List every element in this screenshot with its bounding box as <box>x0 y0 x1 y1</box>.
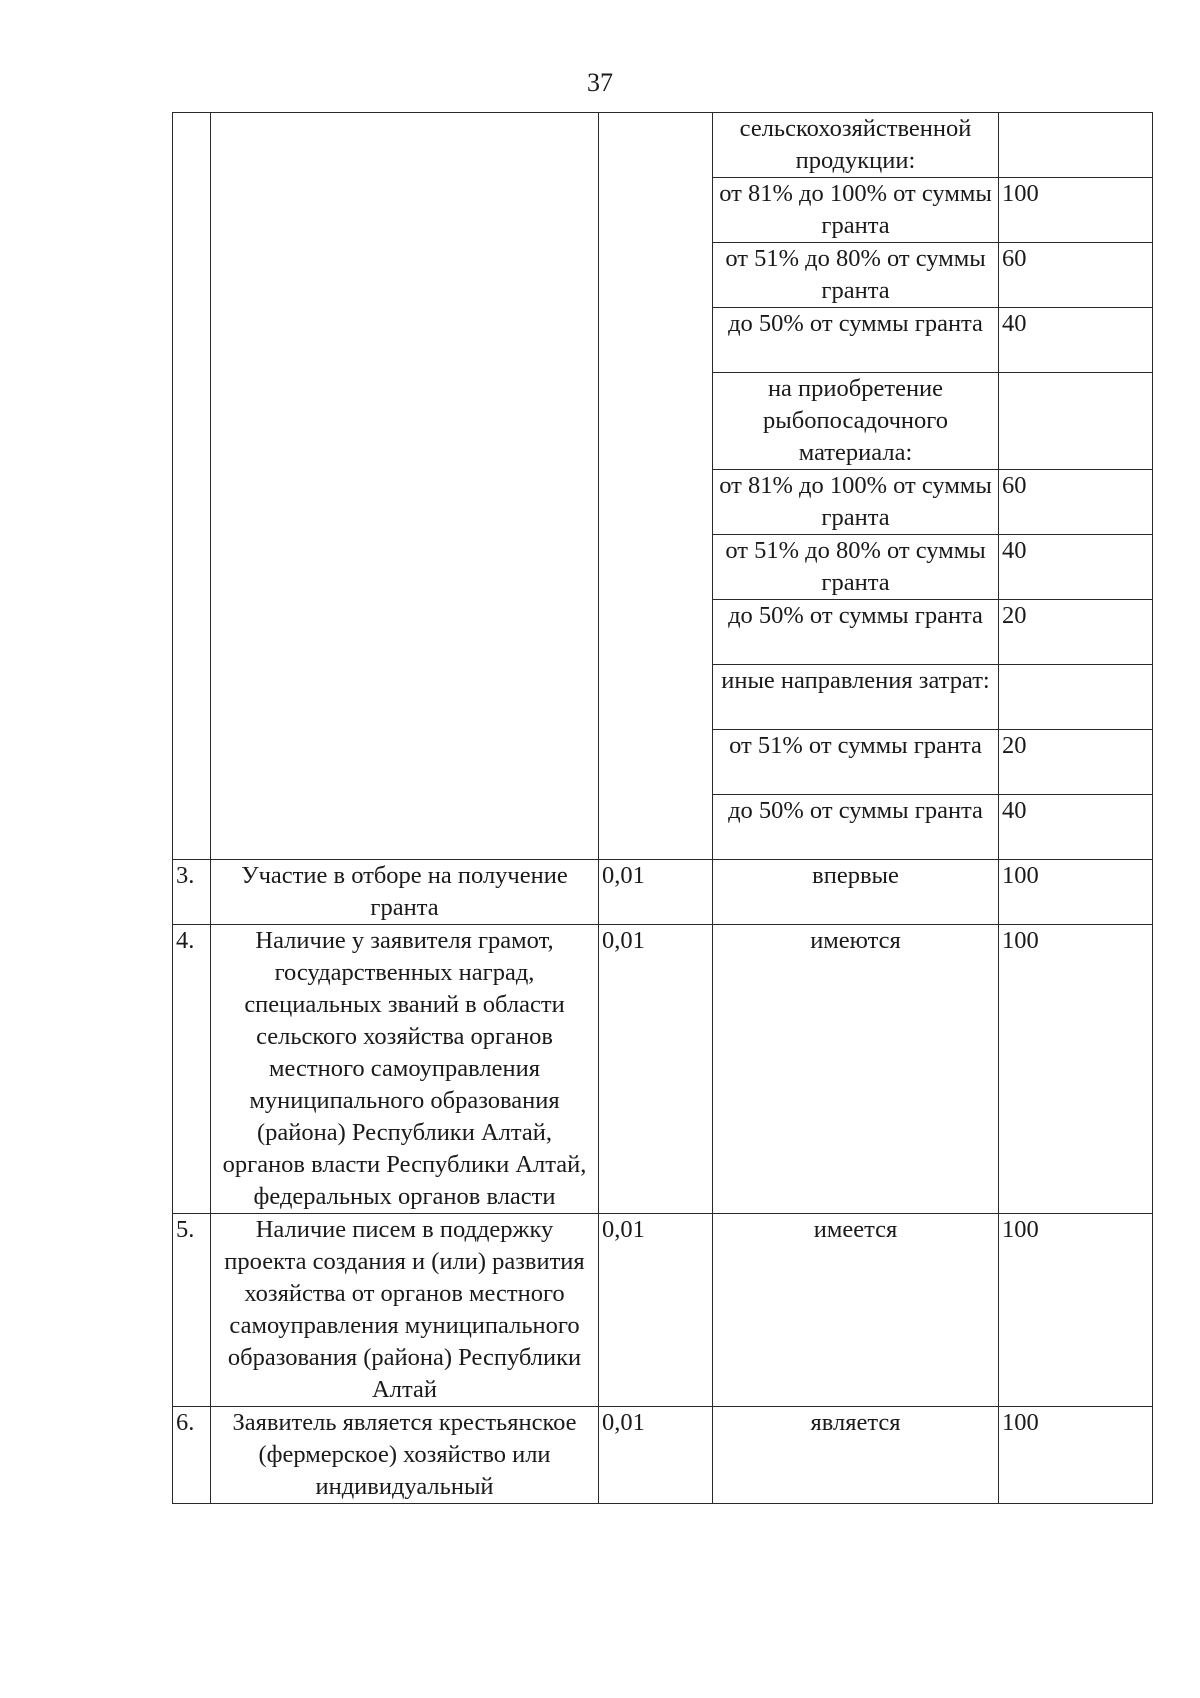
sub-value-cell: от 51% от суммы гранта <box>713 730 999 795</box>
value-cell: имеется <box>713 1214 999 1407</box>
sub-value-cell: от 51% до 80% от суммы гранта <box>713 243 999 308</box>
sub-score-cell <box>999 373 1153 470</box>
sub-score-cell: 60 <box>999 243 1153 308</box>
sub-score-cell: 60 <box>999 470 1153 535</box>
table-row <box>173 860 1153 925</box>
score-cell: 100 <box>999 925 1153 1214</box>
sub-value-cell: от 81% до 100% от суммы гранта <box>713 470 999 535</box>
sub-value-cell: от 81% до 100% от суммы гранта <box>713 178 999 243</box>
sub-score-cell: 20 <box>999 730 1153 795</box>
row-number: 5. <box>173 1214 211 1407</box>
table-row-continued <box>173 113 1153 178</box>
sub-score-cell: 20 <box>999 600 1153 665</box>
sub-value-cell: иные направления затрат: <box>713 665 999 730</box>
table-row <box>173 925 1153 1214</box>
sub-score-cell: 40 <box>999 795 1153 860</box>
sub-value-cell: сельскохозяйственной продукции: <box>713 113 999 178</box>
weight-cell: 0,01 <box>599 925 713 1214</box>
weight-cell-empty <box>599 113 713 860</box>
table-row <box>173 1214 1153 1407</box>
sub-score-cell <box>999 665 1153 730</box>
sub-value-cell: до 50% от суммы гранта <box>713 600 999 665</box>
num-cell-empty <box>173 113 211 860</box>
page-number: 37 <box>587 68 613 97</box>
score-cell: 100 <box>999 1214 1153 1407</box>
weight-cell: 0,01 <box>599 1214 713 1407</box>
criterion-cell: Наличие писем в поддержку проекта создания и (или) развития хозяйства от органов местного самоуправления муниципального образования (района) Республики Алтай <box>211 1214 599 1407</box>
sub-value-cell: до 50% от суммы гранта <box>713 308 999 373</box>
value-cell: является <box>713 1407 999 1504</box>
sub-value-cell: до 50% от суммы гранта <box>713 795 999 860</box>
weight-cell: 0,01 <box>599 860 713 925</box>
criteria-table <box>172 112 1153 1504</box>
sub-score-cell: 40 <box>999 535 1153 600</box>
sub-score-cell: 40 <box>999 308 1153 373</box>
sub-value-cell: от 51% до 80% от суммы гранта <box>713 535 999 600</box>
criterion-cell-empty <box>211 113 599 860</box>
score-cell: 100 <box>999 1407 1153 1504</box>
row-number: 3. <box>173 860 211 925</box>
row-number: 6. <box>173 1407 211 1504</box>
table-row <box>173 1407 1153 1504</box>
criterion-cell: Заявитель является крестьянское (фермерское) хозяйство или индивидуальный <box>211 1407 599 1504</box>
sub-score-cell <box>999 113 1153 178</box>
weight-cell: 0,01 <box>599 1407 713 1504</box>
row-number: 4. <box>173 925 211 1214</box>
sub-value-cell: на приобретение рыбопосадочного материала: <box>713 373 999 470</box>
score-cell: 100 <box>999 860 1153 925</box>
criterion-cell: Наличие у заявителя грамот, государственных наград, специальных званий в области сельского хозяйства органов местного самоуправления муниципального образования (района) Республики Алтай, органов власти Республики Алтай, федеральных органов власти <box>211 925 599 1214</box>
criterion-cell: Участие в отборе на получение гранта <box>211 860 599 925</box>
sub-score-cell: 100 <box>999 178 1153 243</box>
value-cell: имеются <box>713 925 999 1214</box>
value-cell: впервые <box>713 860 999 925</box>
